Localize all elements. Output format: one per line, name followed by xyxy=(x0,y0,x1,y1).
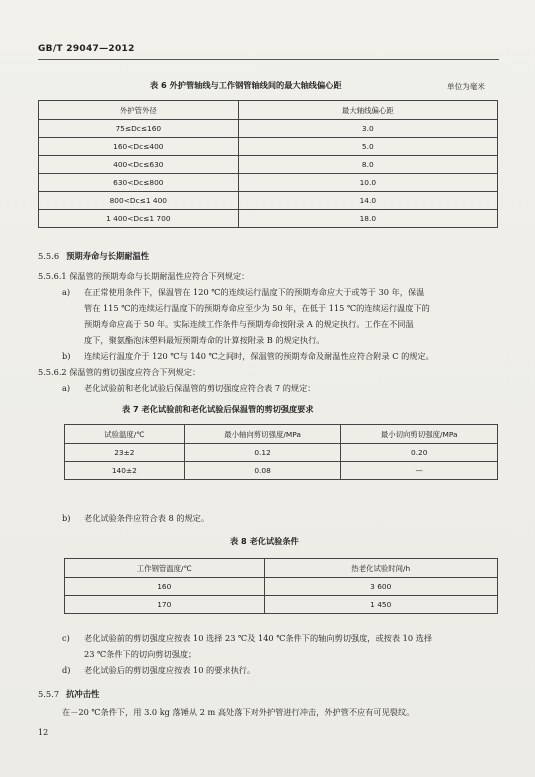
table-cell: 0.12 xyxy=(184,444,341,462)
table-cell: 5.0 xyxy=(238,138,497,156)
table-cell: 800<Dc≤1 400 xyxy=(39,192,239,210)
list-label: a) xyxy=(62,383,71,393)
list-item-d xyxy=(62,662,255,678)
standard-id: GB/T 29047—2012 xyxy=(38,44,135,54)
clause-5-5-6-2: 5.5.6.2 保温管的剪切强度应符合下列规定： xyxy=(38,367,201,377)
list-label: d) xyxy=(62,665,71,675)
header-rule xyxy=(38,59,499,60)
table6-unit: 单位为毫米 xyxy=(447,82,485,91)
list-text: 连续运行温度介于 120 ℃与 140 ℃之间时，保温管的预期寿命及耐温性应符合附录 C 的规定。 xyxy=(84,351,434,361)
table-row xyxy=(65,578,498,596)
table7-header-row xyxy=(65,425,498,444)
section-heading-5-5-7 xyxy=(38,688,99,700)
table6-caption: 表 6 外护管轴线与工作钢管轴线间的最大轴线偏心距 xyxy=(150,80,342,90)
table-cell: 170 xyxy=(65,596,265,614)
table7-col-header: 最小轴向剪切强度/MPa xyxy=(184,425,341,444)
list-label: b) xyxy=(62,513,71,523)
page-number: 12 xyxy=(38,728,49,737)
table-cell: 18.0 xyxy=(238,210,497,228)
table-row xyxy=(39,120,498,138)
table-cell: 14.0 xyxy=(238,192,497,210)
section-title: 预期寿命与长期耐温性 xyxy=(66,251,150,261)
section-body-5-5-7: 在－20 ℃条件下，用 3.0 kg 落锤从 2 m 高处落下对外护管进行冲击，外护管不应有可见裂纹。 xyxy=(62,707,415,717)
table6-col-header: 外护管外径 xyxy=(39,101,239,120)
list-text-continued: 预期寿命应高于 50 年。实际连续工作条件与预期寿命按附录 A 的规定执行。工作在不同温 xyxy=(84,319,414,329)
table-row xyxy=(39,192,498,210)
table8-header-row xyxy=(65,559,498,578)
table-cell: 160 xyxy=(65,578,265,596)
table8 xyxy=(64,558,498,614)
list-label: c) xyxy=(62,633,70,643)
list-item-c xyxy=(62,630,432,646)
table-row xyxy=(65,444,498,462)
list-item-b xyxy=(62,510,209,526)
table-cell: 140±2 xyxy=(65,462,185,480)
section-number: 5.5.7 xyxy=(38,689,60,699)
list-item-b xyxy=(62,348,434,364)
list-text: 老化试验条件应符合表 8 的规定。 xyxy=(84,513,210,523)
table7 xyxy=(64,424,498,480)
list-text: 老化试验前和老化试验后保温管的剪切强度应符合表 7 的规定： xyxy=(84,383,316,393)
table-cell: 1 450 xyxy=(264,596,497,614)
table8-col-header: 工作钢管温度/℃ xyxy=(65,559,265,578)
table-cell: 3 600 xyxy=(264,578,497,596)
table-cell: 23±2 xyxy=(65,444,185,462)
table-row xyxy=(39,138,498,156)
table-cell: 3.0 xyxy=(238,120,497,138)
table-cell: 630<Dc≤800 xyxy=(39,174,239,192)
table-row xyxy=(39,210,498,228)
table7-col-header: 试验温度/℃ xyxy=(65,425,185,444)
list-item-a xyxy=(62,284,424,300)
list-text: 老化试验后的剪切强度应按表 10 的要求执行。 xyxy=(84,665,256,675)
list-text-continued: 管在 115 ℃的连续运行温度下的预期寿命应至少为 50 年，在低于 115 ℃的连续运行温度下的 xyxy=(84,303,430,313)
list-text-continued: 23 ℃条件下的切向剪切强度； xyxy=(84,649,197,659)
table-cell: 160<Dc≤400 xyxy=(39,138,239,156)
list-item-a xyxy=(62,380,315,396)
list-label: a) xyxy=(62,287,71,297)
section-heading-5-5-6 xyxy=(38,250,149,262)
table-row xyxy=(65,596,498,614)
table6 xyxy=(38,100,498,228)
table-row xyxy=(65,462,498,480)
table-cell: 0.20 xyxy=(341,444,498,462)
list-text-continued: 度下，聚氨酯泡沫塑料最短预期寿命的计算按附录 B 的规定执行。 xyxy=(84,335,325,345)
table7-col-header: 最小切向剪切强度/MPa xyxy=(341,425,498,444)
table8-caption: 表 8 老化试验条件 xyxy=(230,536,299,546)
table6-col-header: 最大轴线偏心距 xyxy=(238,101,497,120)
table6-header-row xyxy=(39,101,498,120)
table-cell: 1 400<Dc≤1 700 xyxy=(39,210,239,228)
table-cell: 0.08 xyxy=(184,462,341,480)
table8-col-header: 热老化试验时间/h xyxy=(264,559,497,578)
table7-caption: 表 7 老化试验前和老化试验后保温管的剪切强度要求 xyxy=(122,404,314,414)
table-row xyxy=(39,156,498,174)
table-cell: 8.0 xyxy=(238,156,497,174)
list-label: b) xyxy=(62,351,71,361)
section-number: 5.5.6 xyxy=(38,251,60,261)
table-cell: 400<Dc≤630 xyxy=(39,156,239,174)
list-text: 老化试验前的剪切强度应按表 10 选择 23 ℃及 140 ℃条件下的轴向剪切强度，或按表 10 选择 xyxy=(84,633,433,643)
table-row xyxy=(39,174,498,192)
section-title: 抗冲击性 xyxy=(66,689,100,699)
clause-5-5-6-1: 5.5.6.1 保温管的预期寿命与长期耐温性应符合下列规定： xyxy=(38,271,250,281)
table-cell: 75≤Dc≤160 xyxy=(39,120,239,138)
table-cell: 10.0 xyxy=(238,174,497,192)
list-text: 在正常使用条件下，保温管在 120 ℃的连续运行温度下的预期寿命应大于或等于 30 年，保温 xyxy=(84,287,425,297)
table-cell: — xyxy=(341,462,498,480)
